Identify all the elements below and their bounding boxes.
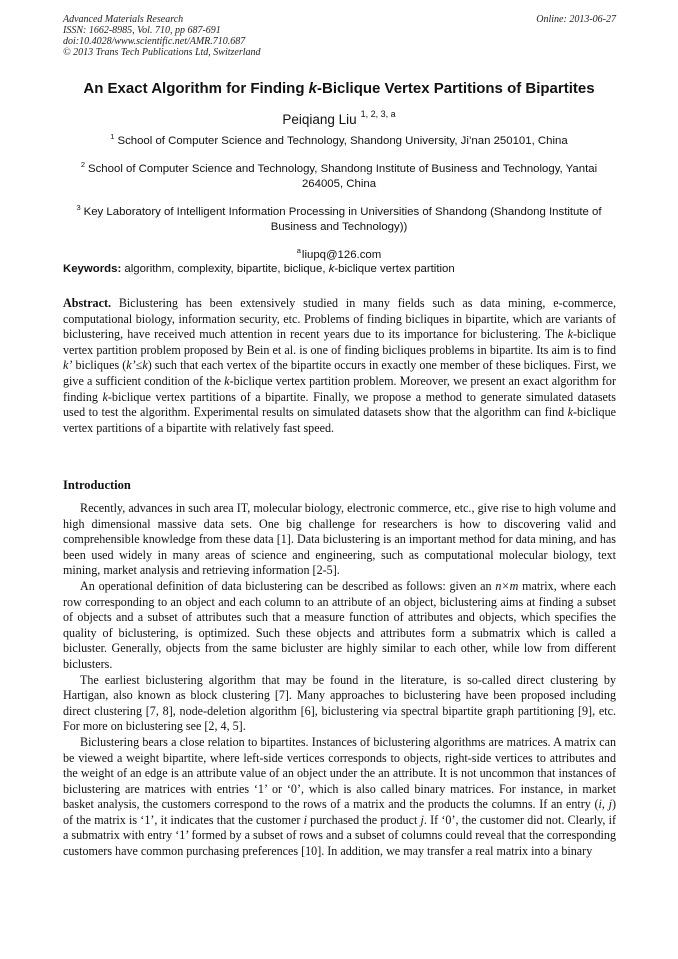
affiliation-1: $^1$ School of Computer Science and Technology, Shandong University, Ji’nan 250101, China <box>110 132 568 147</box>
paragraph: An operational definition of data biclustering can be described as follows: given an n×m matrix, where each row corresponding to an object and each column to an attribute of an object, biclustering aims at finding a subset of objects and a subset of attributes such that a measure function of attributes and objects, which specifies the quality of biclustering, is optimized. Such these objects and attributes form a submatrix which is called a bicluster. Generally, objects from the same bicluster are highly similar to each other, while low from different biclusters. <box>63 578 616 671</box>
online-date: Online: 2013-06-27 <box>536 14 616 25</box>
paragraph: Biclustering bears a close relation to bipartites. Instances of biclustering algorithms are matrices. A matrix can be viewed a weight bipartite, where left-side vertices corresponds to objects, right-side vertices to attributes and the weight of an edge is an attribute value of an object under the an attribute. It is not uncommon that instances of biclustering are matrices with entries ‘1’ or ‘0’, which is also called binary matrices. For instance, in market basket analysis, the customers correspond to the rows of a matrix and the products the columns. If an entry (i, j) of the matrix is ‘1’, it indicates that the customer i purchased the product j. If ‘0’, the customer did not. Clearly, if a submatrix with entry ‘1’ formed by a subset of rows and a subset of columns could reveal that the corresponding customers have common purchasing preferences [10]. In addition, we may transfer a real matrix into a binary <box>63 734 617 859</box>
keywords: Keywords: algorithm, complexity, bipartite, biclique, k-biclique vertex partition <box>63 263 455 275</box>
affiliations <box>62 129 616 263</box>
doi-line: doi:10.4028/www.scientific.net/AMR.710.687 <box>63 36 246 47</box>
abstract: Abstract. Biclustering has been extensively studied in many fields such as data mining, e-commerce, computational biology, information security, etc. Problems of finding bicliques in bipartite, which are variants of biclustering, have received much attention in recent years due to its importance for biclustering. The k-biclique vertex partition problem proposed by Bein et al. is one of finding bicliques problems in bipartite. Its aim is to find k’ bicliques (k’≤k) such that each vertex of the bipartite occurs in exactly one member of these bicliques. First, we give a sufficient condition of the k-biclique vertex partition problem. Moreover, we present an exact algorithm for finding k-biclique vertex partitions of a bipartite. Finally, we propose a method to generate simulated datasets used to test the algorithm. Experimental results on simulated datasets show that the algorithm can find k-biclique vertex partitions of a bipartite with relatively fast speed. <box>63 296 616 435</box>
author-name: Peiqiang Liu <box>282 112 357 127</box>
paragraph: Recently, advances in such area IT, molecular biology, electronic commerce, etc., give rise to high volume and high dimensional massive data sets. One big challenge for researchers is how to discovering valid and comprehensible knowledge from these data [1]. Data biclustering is an important method for data mining, and has been used widely in many areas of science and engineering, such as computational molecular biology, text mining, market analysis and retrieving information [2-5]. <box>63 501 616 578</box>
issn-line: ISSN: 1662-8985, Vol. 710, pp 687-691 <box>63 25 221 36</box>
section-heading-introduction: Introduction <box>63 478 131 492</box>
author-line <box>40 105 638 129</box>
paper-title: An Exact Algorithm for Finding k-Biclique Vertex Partitions of Bipartites <box>83 80 595 97</box>
introduction-body <box>63 501 616 860</box>
journal-name: Advanced Materials Research <box>63 14 184 25</box>
abstract-label: Abstract. <box>63 296 112 310</box>
copyright-line: © 2013 Trans Tech Publications Ltd, Switzerland <box>63 47 261 58</box>
paragraph: The earliest biclustering algorithm that may be found in the literature, is so-called direct clustering by Hartigan, also known as block clustering [7]. Many approaches to biclustering have been proposed including direct clustering [7, 8], node-deletion algorithm [6], biclustering via spectral bipartite graph partitioning [9], etc. For more on biclustering see [2, 4, 5]. <box>63 672 616 734</box>
author-email: $^a$liupq@126.com <box>296 246 382 261</box>
keywords-label: Keywords: <box>63 263 122 275</box>
affiliation-3: $^3$ Key Laboratory of Intelligent Information Processing in Universities of Shandong (Shandong Institute of Business and Technology)) <box>76 203 602 233</box>
affiliation-2: $^2$ School of Computer Science and Technology, Shandong Institute of Business and Technology, Yantai 264005, China <box>80 160 598 190</box>
author-marks: 1, 2, 3, a <box>360 109 396 119</box>
journal-header <box>63 14 616 58</box>
